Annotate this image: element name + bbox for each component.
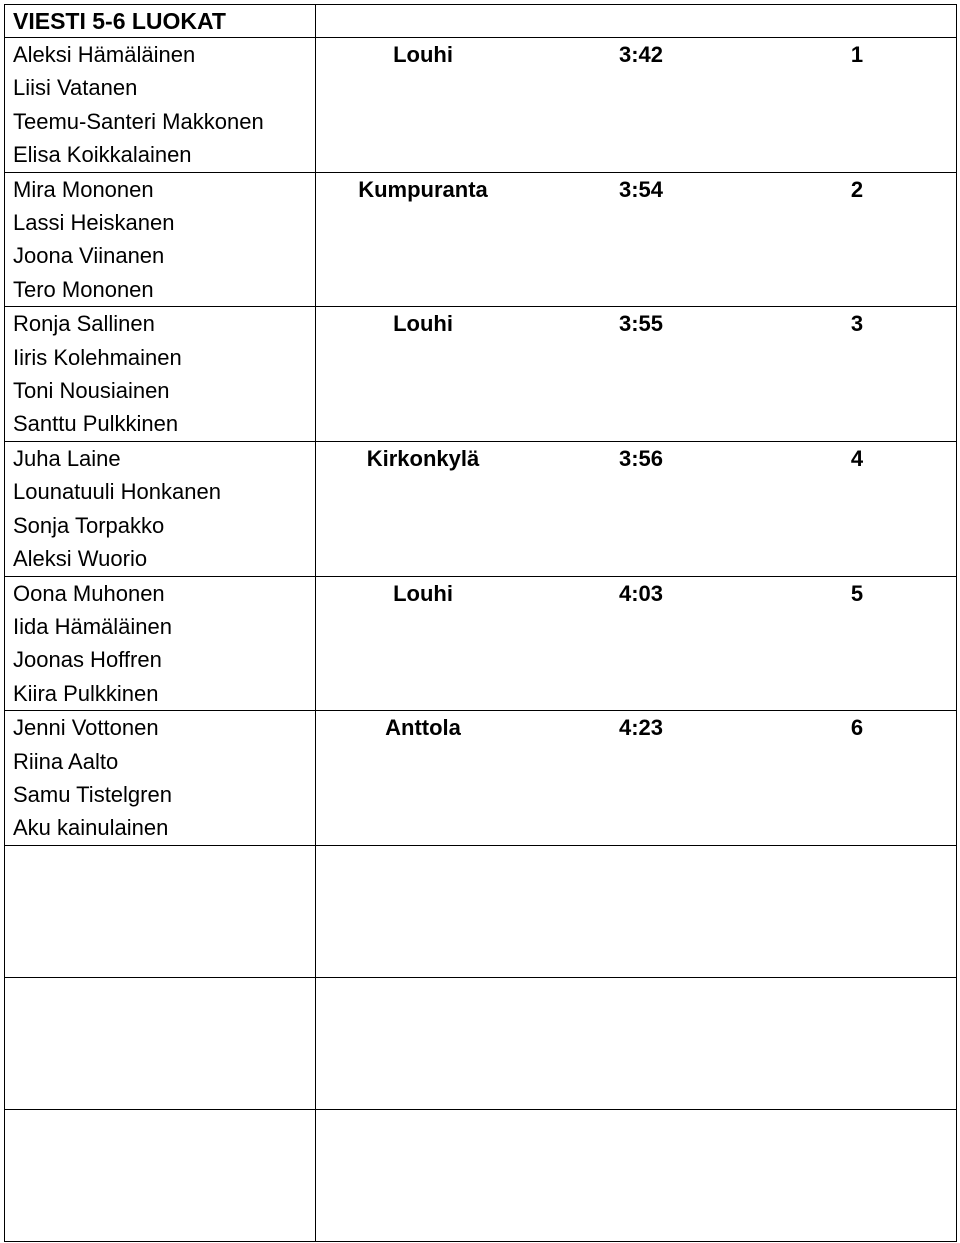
team-member: Iiris Kolehmainen: [13, 344, 182, 370]
team-row: [5, 441, 957, 576]
team-member: Elisa Koikkalainen: [13, 142, 192, 168]
team-member: Sonja Torpakko: [13, 512, 165, 538]
team-row: [5, 576, 957, 711]
team-member: Samu Tistelgren: [13, 781, 172, 807]
team-member: Kiira Pulkkinen: [13, 680, 159, 706]
result-line: [316, 711, 956, 744]
relay-results-table: [4, 4, 957, 1242]
team-member: Jenni Vottonen: [13, 715, 159, 741]
team-members-cell: [5, 38, 316, 173]
team-members-cell: [5, 441, 316, 576]
team-members-cell: [5, 307, 316, 442]
team-result-cell: [316, 38, 957, 173]
team-result-cell: [316, 576, 957, 711]
team-member: Aku kainulainen: [13, 815, 169, 841]
team-member: Teemu-Santeri Makkonen: [13, 108, 264, 134]
empty-cell: [316, 845, 957, 977]
empty-cell: [5, 845, 316, 977]
team-time: 3:56: [618, 445, 664, 471]
result-line: [316, 442, 956, 475]
team-member: Riina Aalto: [13, 748, 119, 774]
team-row: [5, 307, 957, 442]
team-row: [5, 172, 957, 307]
empty-cell: [316, 1109, 957, 1241]
team-place: 2: [850, 176, 864, 202]
team-club: Louhi: [393, 42, 453, 67]
team-club: Anttola: [385, 715, 461, 741]
table-title: VIESTI 5-6 LUOKAT: [13, 8, 226, 34]
title-cell: [5, 5, 316, 38]
result-line: [316, 577, 956, 610]
team-member: Joonas Hoffren: [13, 647, 162, 673]
team-club: Louhi: [393, 580, 453, 606]
team-result-cell: [316, 711, 957, 846]
empty-row: [5, 845, 957, 977]
team-member: Oona Muhonen: [13, 580, 165, 606]
team-place: 3: [850, 311, 864, 337]
team-member: Mira Mononen: [13, 176, 154, 202]
team-member: Santtu Pulkkinen: [13, 411, 179, 437]
team-row: [5, 711, 957, 846]
team-member: Aleksi Wuorio: [13, 546, 148, 572]
team-time: 3:54: [618, 176, 664, 202]
team-place: 4: [850, 445, 864, 471]
title-blank-cell: [316, 5, 957, 38]
empty-row: [5, 977, 957, 1109]
team-time: 3:55: [618, 311, 664, 337]
team-place: 6: [850, 715, 864, 741]
result-line: [316, 307, 956, 340]
team-member: Joona Viinanen: [13, 243, 165, 269]
team-place: 1: [850, 42, 864, 67]
team-member: Ronja Sallinen: [13, 311, 155, 337]
team-member: Iida Hämäläinen: [13, 613, 172, 639]
team-members-cell: [5, 576, 316, 711]
team-member: Liisi Vatanen: [13, 75, 138, 101]
team-club: Kumpuranta: [358, 176, 488, 202]
team-member: Toni Nousiainen: [13, 378, 170, 404]
team-time: 4:23: [618, 715, 664, 741]
team-club: Louhi: [393, 311, 453, 337]
team-result-cell: [316, 172, 957, 307]
team-member: Tero Mononen: [13, 276, 154, 302]
team-row: [5, 38, 957, 173]
team-time: 3:42: [618, 42, 664, 67]
team-club: Kirkonkylä: [366, 445, 480, 471]
result-line: [316, 38, 956, 71]
title-row: [5, 5, 957, 38]
team-member: Lassi Heiskanen: [13, 210, 175, 236]
team-member: Juha Laine: [13, 445, 121, 471]
team-place: 5: [850, 580, 864, 606]
team-result-cell: [316, 307, 957, 442]
team-result-cell: [316, 441, 957, 576]
team-time: 4:03: [618, 580, 664, 606]
empty-cell: [316, 977, 957, 1109]
team-member: Aleksi Hämäläinen: [13, 42, 196, 67]
team-members-cell: [5, 711, 316, 846]
empty-cell: [5, 1109, 316, 1241]
empty-cell: [5, 977, 316, 1109]
empty-row: [5, 1109, 957, 1241]
result-line: [316, 173, 956, 206]
team-members-cell: [5, 172, 316, 307]
team-member: Lounatuuli Honkanen: [13, 479, 221, 505]
